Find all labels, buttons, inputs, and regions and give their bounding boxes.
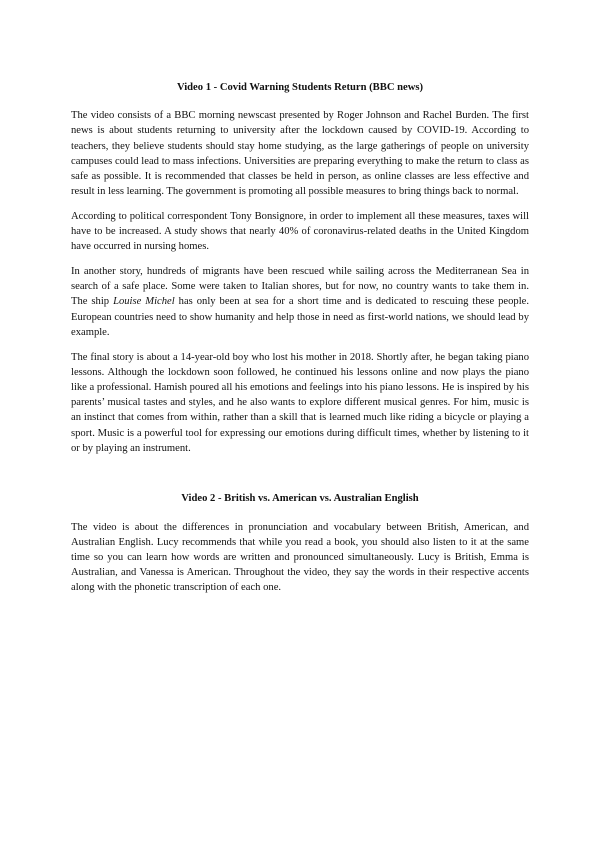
migrants-text-after: has only been at sea for a short time and is dedicated to rescuing these people. European countries need to show humanity and help those in need as first-world nations, we should lead by example.: [71, 296, 529, 338]
video-1-paragraph-migrants: [71, 264, 529, 340]
section-spacer: [71, 465, 529, 491]
document-page: [71, 80, 529, 605]
migrants-text-before: In another story, hundreds of migrants have been rescued while sailing across the Mediterranean Sea in search of a safe place. Some were taken to Italian shores, but for now, no country wants to take them in. The ship: [71, 266, 529, 308]
video-1-paragraph-newscast: The video consists of a BBC morning newscast presented by Roger Johnson and Rachel Burden. The first news is about students returning to university after the lockdown caused by COVID-19. According to teachers, they believe students should stay home studying, as the large gatherings of people on university campuses could lead to mass infections. Universities are preparing everything to make the return to class as safe as possible. It is recommended that classes be held in person, as online classes are less effective and result in less learning. The government is promoting all possible measures to bring things back to normal.: [71, 110, 529, 198]
video-2-heading: Video 2 - British vs. American vs. Australian English: [181, 493, 419, 505]
video-1-heading: Video 1 - Covid Warning Students Return (BBC news): [176, 82, 424, 93]
video-1-paragraph-taxes: According to political correspondent Tony Bonsignore, in order to implement all these measures, taxes will have to be increased. A study shows that nearly 40% of coronavirus-related deaths in the United Kingdom have occurred in nursing homes.: [71, 210, 529, 253]
ship-name: Louise Michel: [113, 296, 175, 308]
video-1-paragraph-piano: The final story is about a 14-year-old boy who lost his mother in 2018. Shortly after, he began taking piano lessons. Although the lockdown soon followed, he continued his lessons online and now plays the piano like a professional. Hamish poured all his emotions and feelings into his piano lessons. He is inspired by his parents’ musical tastes and styles, and he also wants to explore different musical genres. For him, music is an instinct that comes from within, rather than a skill that is learned much like riding a bicycle or playing a sport. Music is a powerful tool for expressing our emotions during difficult times, whether by listening to it or by playing an instrument.: [71, 351, 529, 454]
video-2-paragraph-accents: The video is about the differences in pronunciation and vocabulary between British, American, and Australian English. Lucy recommends that while you read a book, you should also listen to it at the same time so you can learn how words are written and pronounced simultaneously. Lucy is British, Emma is Australian, and Vanessa is American. Throughout the video, they say the words in their respective accents along with the phonetic transcription of each one.: [71, 521, 529, 594]
